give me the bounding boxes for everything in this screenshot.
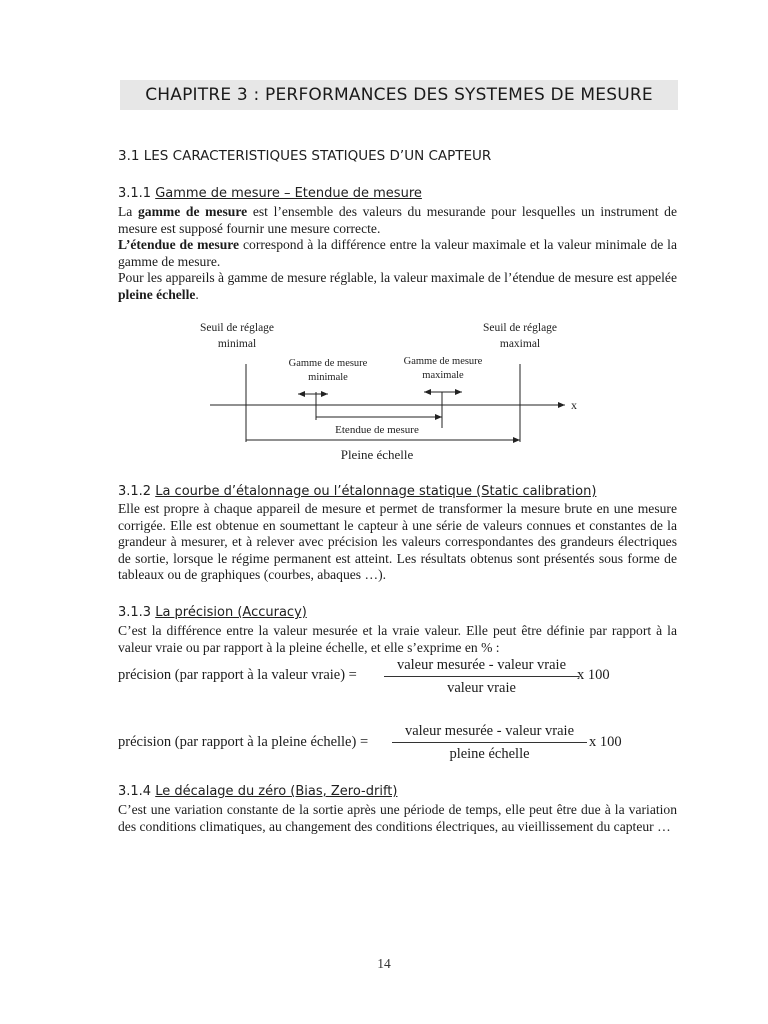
paragraph: La gamme de mesure est l’ensemble des valeurs du mesurande pour lesquelles un instrument de mesure est supposé fournir une mesure correcte. <box>118 204 677 236</box>
section-number: 3.1.1 <box>118 186 152 201</box>
chapter-title: CHAPITRE 3 : PERFORMANCES DES SYSTEMES DE MESURE <box>120 80 678 110</box>
section-3-1-title: 3.1 LES CARACTERISTIQUES STATIQUES D’UN CAPTEUR <box>118 148 492 164</box>
section-number: 3.1.4 <box>118 784 152 799</box>
section-3-1-3-heading <box>118 605 307 620</box>
formula-multiplier: x 100 <box>589 734 622 750</box>
section-title: Gamme de mesure – Etendue de mesure <box>155 186 422 201</box>
x-axis-label: x <box>571 398 577 412</box>
paragraph: L’étendue de mesure correspond à la différence entre la valeur maximale et la valeur minimale de la gamme de mesure. <box>118 237 677 269</box>
section-3-1-2-heading <box>118 484 596 499</box>
formula-precision-pleine-echelle <box>118 723 678 773</box>
gamme-min-label-1: Gamme de mesure <box>288 358 368 369</box>
section-3-1-4-body <box>118 802 677 835</box>
seuil-max-label-1: Seuil de réglage <box>482 322 558 334</box>
etendue-label: Etendue de mesure <box>335 424 419 436</box>
formula-lhs: précision (par rapport à la valeur vraie) = <box>118 667 357 683</box>
formula-multiplier: x 100 <box>577 667 610 683</box>
seuil-min-label-2: minimal <box>217 338 257 350</box>
fraction-bar <box>384 676 579 677</box>
section-number: 3.1.3 <box>118 605 152 620</box>
formula-denominator: valeur vraie <box>447 680 516 696</box>
paragraph: Pour les appareils à gamme de mesure réglable, la valeur maximale de l’étendue de mesure est appelée pleine échelle. <box>118 270 677 302</box>
paragraph: Elle est propre à chaque appareil de mesure et permet de transformer la mesure brute en une mesure corrigée. Elle est obtenue en soumettant le capteur à une série de valeurs connues et constantes de la grandeur à mesurer, et à relever avec précision les valeurs correspondantes des grandeurs électriques de sortie, lorsque le régime permanent est atteint. Les résultats obtenus sont présentés sous forme de tableaux ou de graphiques (courbes, abaques …). <box>118 501 677 582</box>
section-number: 3.1.2 <box>118 484 152 499</box>
gamme-max-label-1: Gamme de mesure <box>403 356 483 367</box>
section-title: Le décalage du zéro (Bias, Zero-drift) <box>155 784 398 799</box>
section-3-1-2-body <box>118 501 677 584</box>
formula-numerator: valeur mesurée - valeur vraie <box>396 657 567 673</box>
paragraph: C’est la différence entre la valeur mesurée et la vraie valeur. Elle peut être définie par rapport à la valeur vraie ou par rapport à la pleine échelle, et elle s’exprime en % : <box>118 623 677 655</box>
formula-lhs: précision (par rapport à la pleine échelle) = <box>118 734 369 750</box>
formula-fraction <box>384 657 579 697</box>
measurement-range-diagram <box>190 318 590 468</box>
seuil-min-label-1: Seuil de réglage <box>199 322 275 334</box>
formula-numerator: valeur mesurée - valeur vraie <box>404 723 575 739</box>
section-3-1-1-body <box>118 204 677 303</box>
term-gamme: gamme de mesure <box>137 204 248 219</box>
pleine-echelle-label: Pleine échelle <box>340 447 414 462</box>
page-number: 14 <box>377 956 391 971</box>
formula-fraction <box>392 723 587 763</box>
paragraph: C’est une variation constante de la sortie après une période de temps, elle peut être due à la variation des conditions climatiques, au changement des conditions électriques, au vieillissement du capteur … <box>118 802 677 834</box>
formula-precision-valeur-vraie <box>118 657 678 707</box>
term-pleine-echelle: pleine échelle <box>118 286 196 302</box>
formula-denominator: pleine échelle <box>449 746 530 762</box>
section-3-1-4-heading <box>118 784 397 799</box>
section-3-1-1-heading <box>118 186 422 201</box>
section-3-1-3-body <box>118 623 677 656</box>
section-title: La courbe d’étalonnage ou l’étalonnage statique (Static calibration) <box>155 484 597 499</box>
seuil-max-label-2: maximal <box>499 338 541 350</box>
term-etendue: L’étendue de mesure <box>118 237 240 252</box>
gamme-min-label-2: minimale <box>308 372 348 383</box>
gamme-max-label-2: maximale <box>422 370 464 381</box>
section-title: La précision (Accuracy) <box>155 605 307 620</box>
fraction-bar <box>392 742 587 743</box>
